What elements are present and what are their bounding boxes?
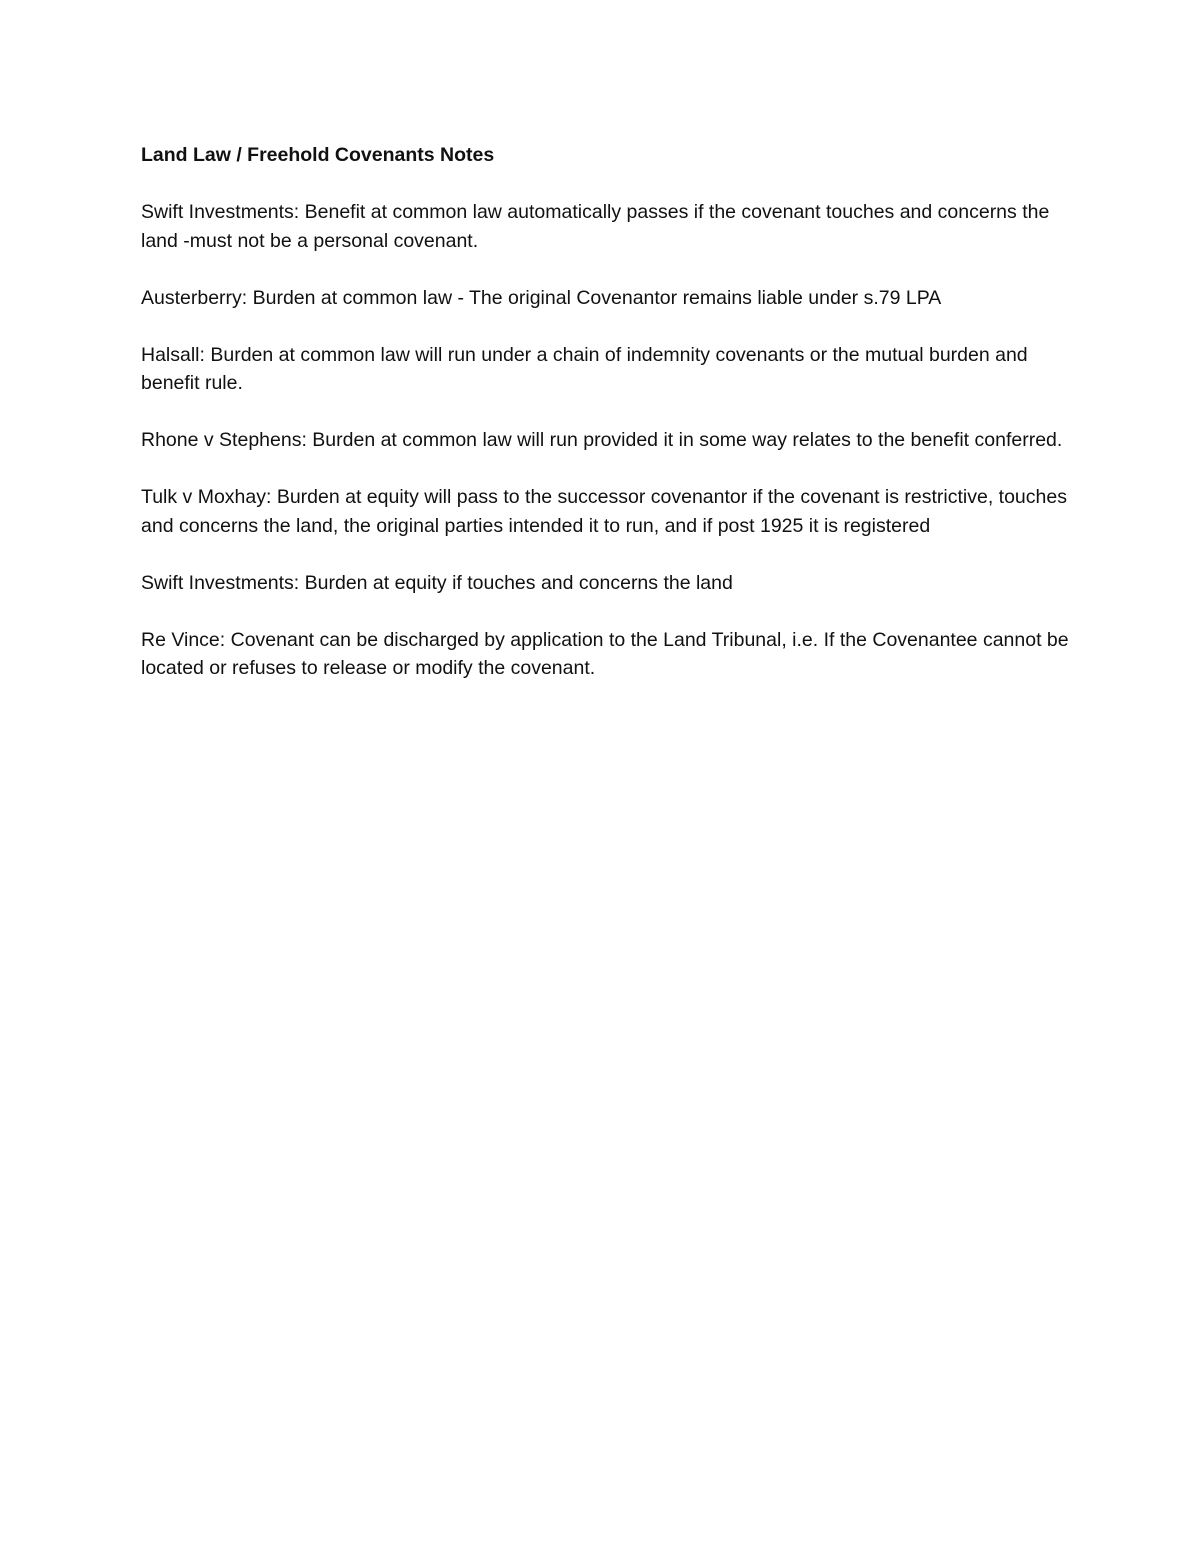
document-title: Land Law / Freehold Covenants Notes — [141, 144, 495, 166]
note-halsall: Halsall: Burden at common law will run under a chain of indemnity covenants or the mutual burden and benefit rule. — [141, 343, 1028, 394]
note-austerberry: Austerberry: Burden at common law - The original Covenantor remains liable under s.79 LPA — [141, 286, 942, 309]
document-body — [141, 141, 1071, 711]
note-swift-investments-burden: Swift Investments: Burden at equity if touches and concerns the land — [141, 571, 733, 594]
note-rhone-v-stephens: Rhone v Stephens: Burden at common law will run provided it in some way relates to the benefit conferred. — [141, 429, 1063, 451]
note-re-vince: Re Vince: Covenant can be discharged by application to the Land Tribunal, i.e. If the Covenantee cannot be located or refuses to release or modify the covenant. — [141, 628, 1069, 679]
note-tulk-v-moxhay: Tulk v Moxhay: Burden at equity will pass to the successor covenantor if the covenant is restrictive, touches and concerns the land, the original parties intended it to run, and if post 1925 it is registered — [141, 486, 1067, 537]
note-swift-investments-benefit: Swift Investments: Benefit at common law automatically passes if the covenant touches and concerns the land -must not be a personal covenant. — [141, 201, 1050, 252]
